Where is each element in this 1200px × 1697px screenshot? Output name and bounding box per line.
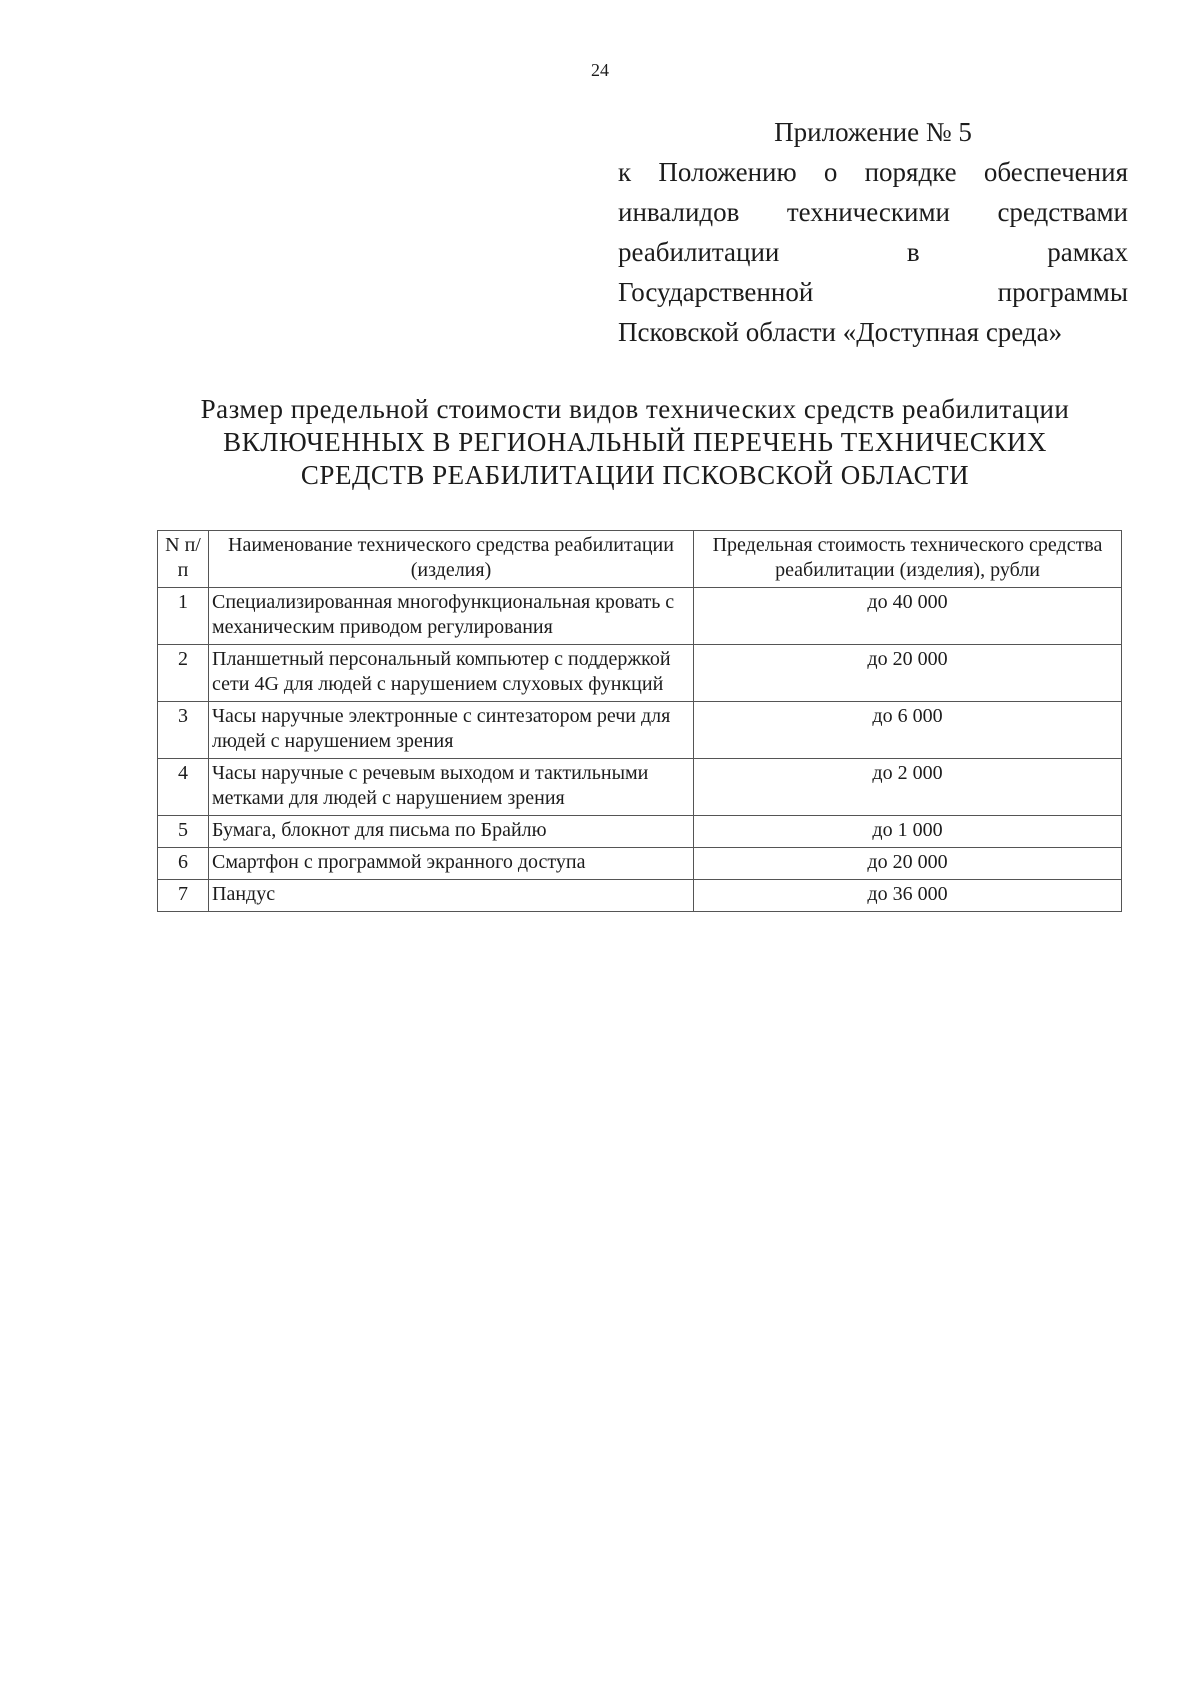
row-number: 4 (158, 759, 209, 816)
heading-line-3: СРЕДСТВ РЕАБИЛИТАЦИИ ПСКОВСКОЙ ОБЛАСТИ (300, 460, 970, 490)
table-row (158, 702, 1122, 759)
row-name: Пандус (209, 880, 694, 912)
row-price: до 1 000 (694, 816, 1122, 848)
table-row (158, 759, 1122, 816)
header-name: Наименование технического средства реабилитации (изделия) (209, 531, 694, 588)
row-name: Бумага, блокнот для письма по Брайлю (209, 816, 694, 848)
appendix-line-5: Псковской области «Доступная среда» (618, 317, 1063, 347)
row-number: 1 (158, 588, 209, 645)
header-price: Предельная стоимость технического средства реабилитации (изделия), рубли (694, 531, 1122, 588)
appendix-line-1: к Положению о порядке обеспечения (618, 157, 1128, 187)
row-number: 6 (158, 848, 209, 880)
appendix-line-4: Государственной программы (618, 277, 1128, 307)
appendix-line-2: инвалидов техническими средствами (618, 197, 1128, 227)
row-name: Специализированная многофункциональная кровать с механическим приводом регулирования (209, 588, 694, 645)
row-price: до 20 000 (694, 848, 1122, 880)
table-row (158, 816, 1122, 848)
appendix-line-3: реабилитации в рамках (618, 237, 1128, 267)
row-number: 3 (158, 702, 209, 759)
row-price: до 6 000 (694, 702, 1122, 759)
heading-line-1: Размер предельной стоимости видов технических средств реабилитации (200, 394, 1070, 424)
row-price: до 36 000 (694, 880, 1122, 912)
row-number: 7 (158, 880, 209, 912)
page-number: 24 (591, 60, 609, 80)
table-row (158, 588, 1122, 645)
header-number: N п/п (158, 531, 209, 588)
row-number: 2 (158, 645, 209, 702)
table-header-row (158, 531, 1122, 588)
row-number: 5 (158, 816, 209, 848)
table-row (158, 848, 1122, 880)
row-price: до 20 000 (694, 645, 1122, 702)
heading-line-2: ВКЛЮЧЕННЫХ В РЕГИОНАЛЬНЫЙ ПЕРЕЧЕНЬ ТЕХНИЧЕСКИХ (223, 427, 1047, 457)
row-price: до 40 000 (694, 588, 1122, 645)
row-name: Смартфон с программой экранного доступа (209, 848, 694, 880)
table-row (158, 645, 1122, 702)
row-name: Планшетный персональный компьютер с поддержкой сети 4G для людей с нарушением слуховых функций (209, 645, 694, 702)
appendix-block (618, 112, 1128, 352)
row-name: Часы наручные электронные с синтезатором речи для людей с нарушением зрения (209, 702, 694, 759)
appendix-title: Приложение № 5 (774, 117, 972, 147)
table-row (158, 880, 1122, 912)
row-name: Часы наручные с речевым выходом и тактильными метками для людей с нарушением зрения (209, 759, 694, 816)
rehabilitation-cost-table (157, 530, 1122, 912)
document-heading (150, 393, 1120, 492)
row-price: до 2 000 (694, 759, 1122, 816)
